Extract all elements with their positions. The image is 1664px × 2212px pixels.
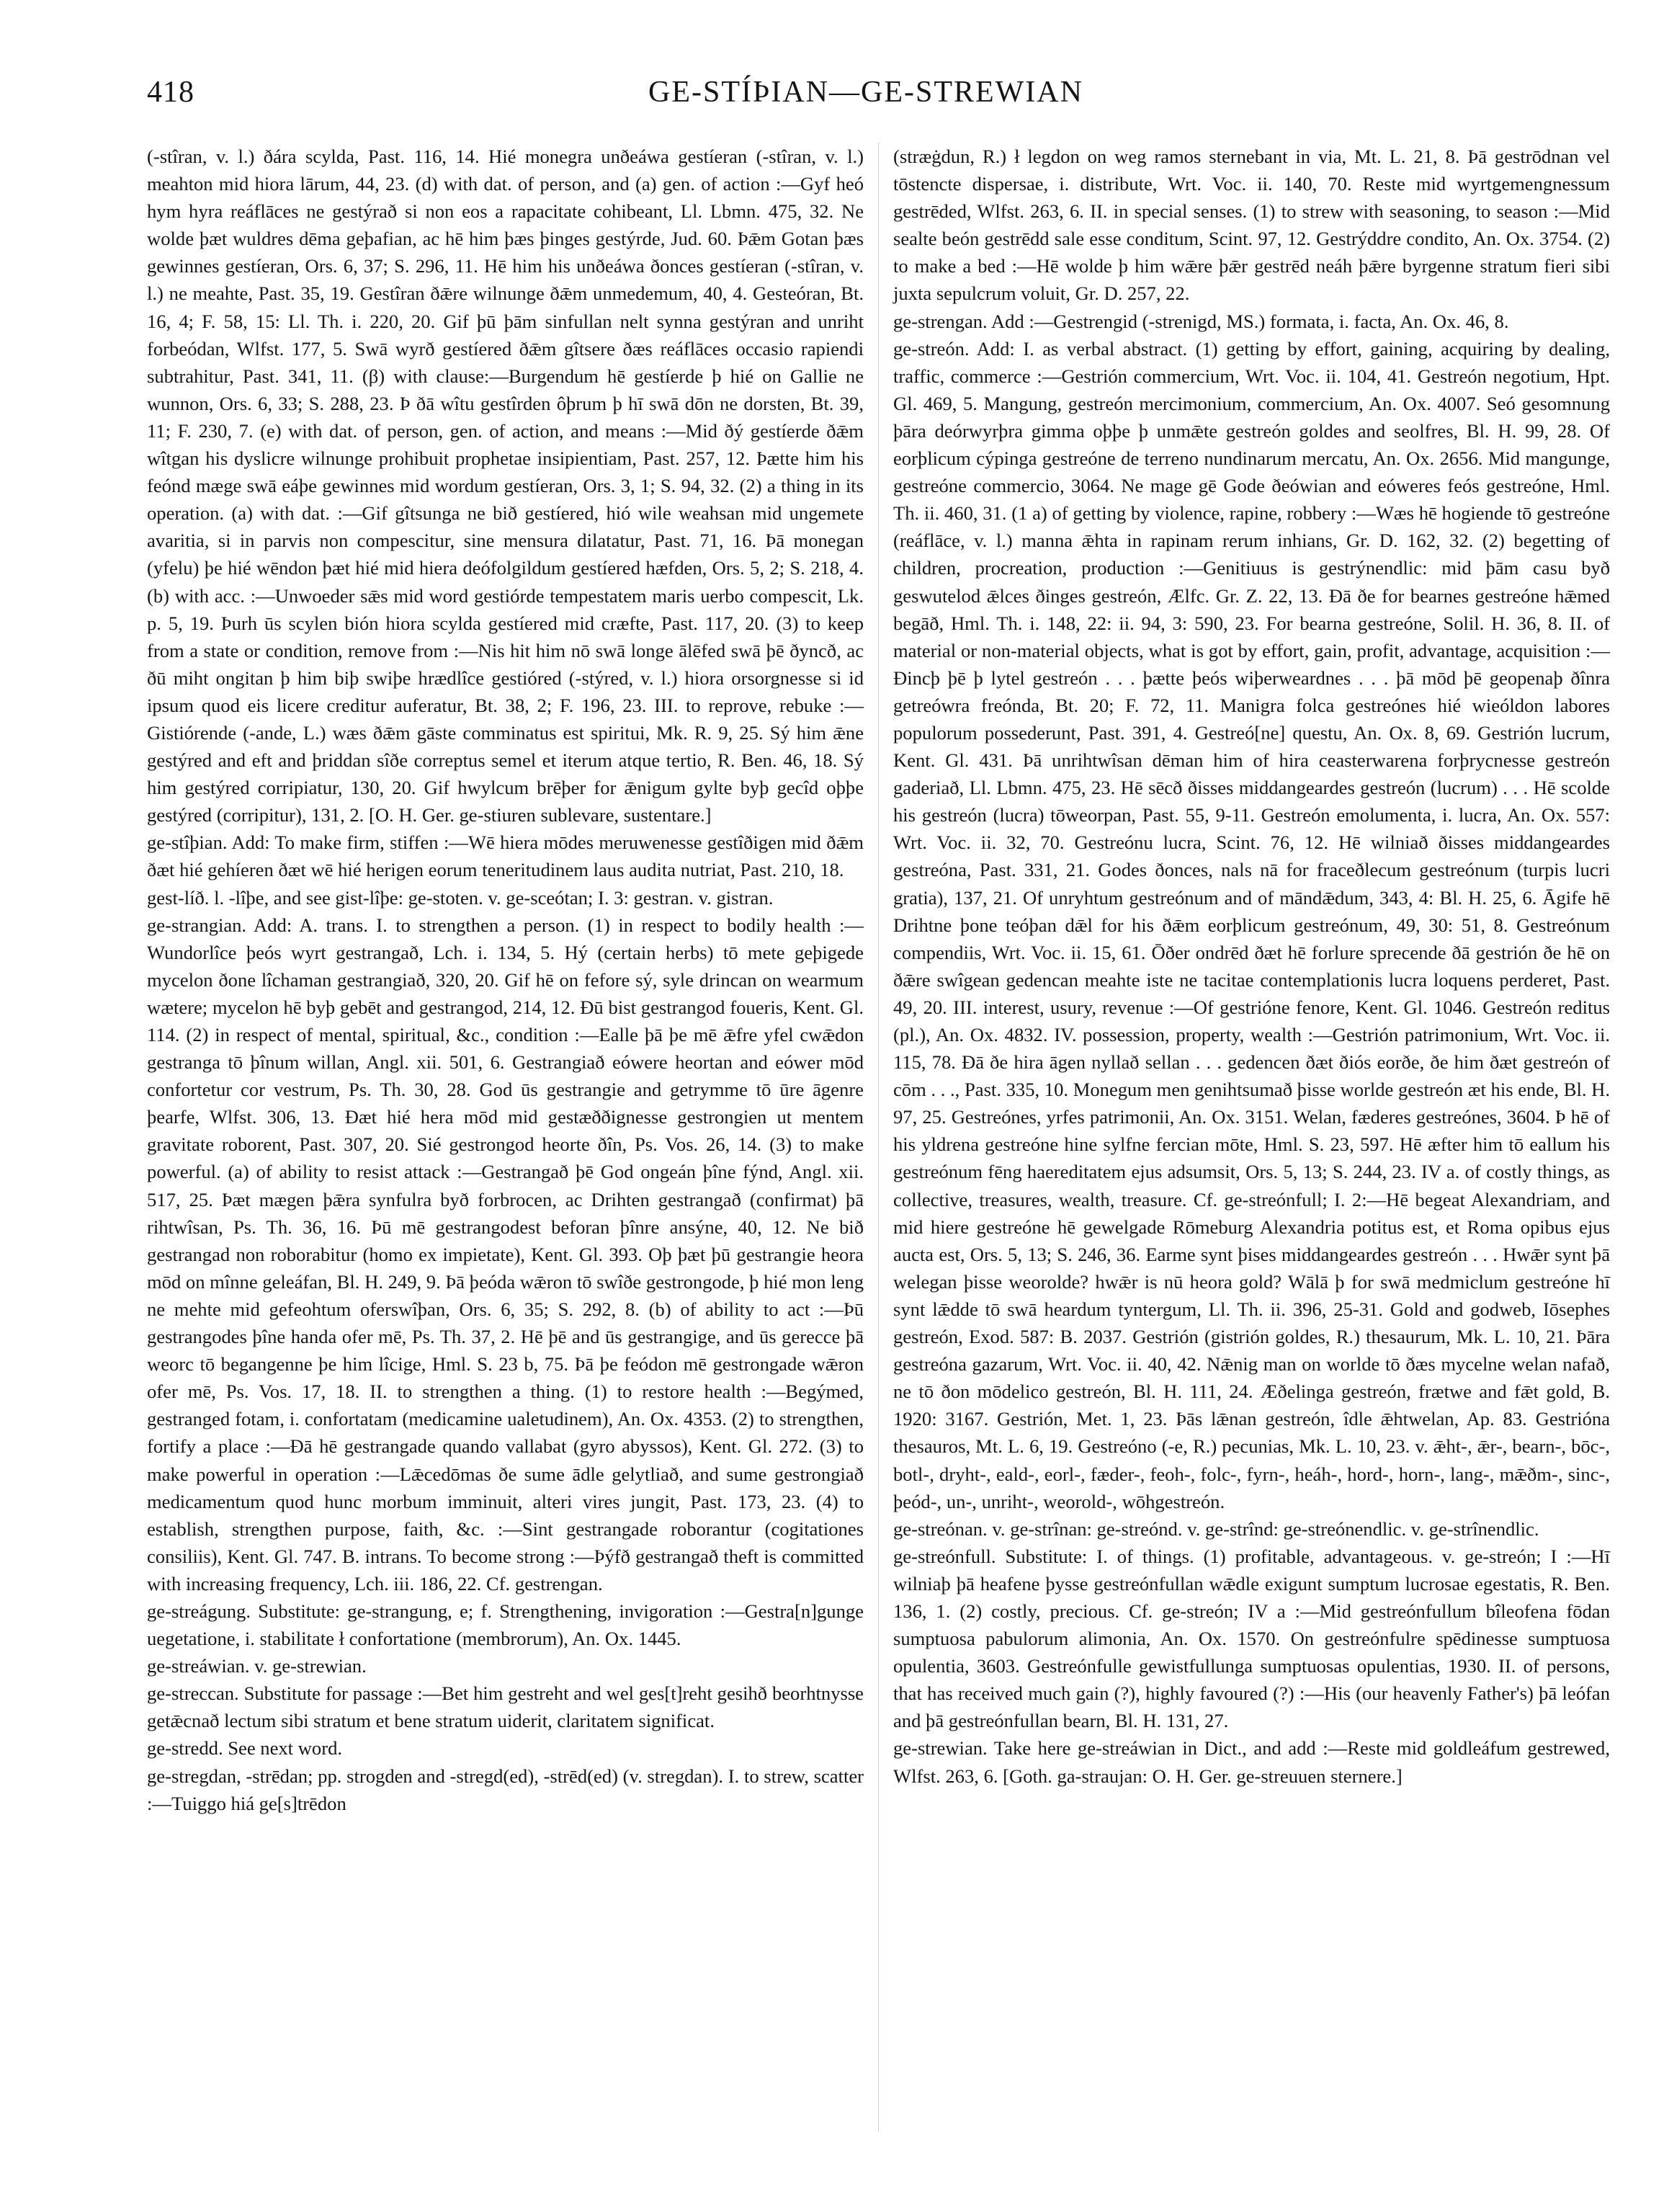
page-number: 418 bbox=[147, 76, 194, 109]
entry-gest-lid: gest-líð. l. -lîþe, and see gist-lîþe: ge-stoten. v. ge-sceótan; I. 3: gestran. v. gistran. bbox=[147, 886, 774, 909]
left-column bbox=[147, 143, 864, 1817]
page-header bbox=[147, 69, 1585, 115]
entry-ge-strengan: ge-strengan. Add :—Gestrengid (-strenigd, MS.) formata, i. facta, An. Ox. 46, 8. bbox=[893, 310, 1509, 332]
entry-ge-streonan: ge-streónan. v. ge-strînan: ge-streónd. v. ge-strînd: ge-streónendlic. v. ge-strînendlic. bbox=[893, 1517, 1539, 1540]
entry-ge-streonfull: ge-streónfull. Substitute: I. of things. (1) profitable, advantageous. v. ge-streón; I :—Hī wilniaþ þā heafene þysse gestreónfullan wǣdle exigunt sumptum lucrosae egestatis, R. Ben. 136, 1. (2) costly, precious. Cf. ge-streón; IV a :—Mid gestreónfullum bîleofena fōdan sumptuosa pabulorum alimonia, An. Ox. 1570. On gestreónfulre spēdinesse sumptuosa opulentia, 3603. Gestreónfulle gewistfullunga sumptuosas opulentias, 1930. II. of persons, that has received much gain (?), highly favoured (?) :—His (our heavenly Father's) þā leófan and þā gestreónfullan bearn, Bl. H. 131, 27. bbox=[893, 1545, 1610, 1732]
entry-ge-streawian: ge-streáwian. v. ge-strewian. bbox=[147, 1655, 367, 1677]
running-title: GE-STÍÞIAN—GE-STREWIAN bbox=[648, 76, 1083, 109]
entry-ge-stieran-continued: (-stîran, v. l.) ðára scylda, Past. 116, 14. Hié monegra unðeáwa gestíeran (-stîran, v. l.) meahton mid hiora lārum, 44, 23. (d) with dat. of person, and (a) gen. of action :—Gyf heó hym hyra reáflāces ne gestýrað si non eos a rapacitate cohibeant, Ll. Lbmn. 475, 32. Ne wolde þæt wuldres dēma geþafian, ac hē him þæs þinges gestýrde, Jud. 60. Þǣm Gotan þæs gewinnes gestíeran, Ors. 6, 37; S. 296, 11. Hē him his unðeáwa ðonces gestíeran (-stîran, v. l.) ne meahte, Past. 35, 19. Gestîran ðǣre wilnunge ðǣm unmedemum, 40, 4. Gesteóran, Bt. 16, 4; F. 58, 15: Ll. Th. i. 220, 20. Gif þū þām sinfullan nelt synna gestýran and unriht forbeódan, Wlfst. 177, 5. Swā wyrð gestíered ðǣm gîtsere ðæs reáflāces occasio rapiendi subtrahitur, Past. 341, 11. (β) with clause:—Burgendum hē gestíerde þ hié on Gallie ne wunnon, Ors. 6, 33; S. 288, 23. Þ ðā wîtu gestîrden ôþrum þ hī swā dōn ne dorsten, Bt. 39, 11; F. 230, 7. (e) with dat. of person, gen. of action, and means :—Mid ðý gestíerde ðǣm wîtgan his dyslicre wilnunge prohibuit prophetae insipientiam, Past. 257, 12. Þætte him his feónd mæge swā eáþe gewinnes mid wordum gestíeran, Ors. 3, 1; S. 94, 32. (2) a thing in its operation. (a) with dat. :—Gif gîtsunga ne bið gestíered, hió wile weahsan mid ungemete avaritia, si in parvis non compescitur, sine mensura dilatatur, Past. 71, 16. Þā monegan (yfelu) þe hié wēndon þæt hié mid hiera deófolgildum gestíered hæfden, Ors. 5, 2; S. 218, 4. (b) with acc. :—Unwoeder sǣs mid word gestiórde tempestatem maris uerbo compescit, Lk. p. 5, 19. Þurh ūs scylen bión hiora scylda gestíered mid cræfte, Past. 117, 20. (3) to keep from a state or condition, remove from :—Nis hit him nō swā longe ālēfed swā þē ðyncð, ac ðū miht ongitan þ him biþ swiþe hrædlîce gestióred (-stýred, v. l.) hiora orsorgnesse si id ipsum quod eis licere creditur auferatur, Bt. 38, 2; F. 196, 23. III. to reprove, rebuke :—Gistiórende (-ande, L.) wæs ðǣm gāste comminatus est spiritui, Mk. R. 9, 25. Sý him ǣne gestýred and eft and þriddan sîðe correptus semel et iterum atque tertio, R. Ben. 46, 18. Sý him gestýred corripiatur, 130, 20. Gif hwylcum brēþer for ǣnigum gylte byþ gecîd oþþe gestýred (corripitur), 131, 2. [O. H. Ger. ge-stiuren sublevare, sustentare.] bbox=[147, 146, 864, 826]
entry-ge-stregdan-continued: (stræġdun, R.) ł legdon on weg ramos sternebant in via, Mt. L. 21, 8. Þā gestrōdnan vel tōstencte dispersae, i. distribute, Wrt. Voc. ii. 140, 70. Reste mid wyrtgemengnessum gestrēded, Wlfst. 263, 6. II. in special senses. (1) to strew with seasoning, to season :—Mid sealte beón gestrēdd sale esse conditum, Scint. 97, 12. Gestrýddre condito, An. Ox. 3754. (2) to make a bed :—Hē wolde þ him wǣre þǣr gestrēd neáh þǣre byrgenne stratum fieri sibi juxta sepulcrum voluit, Gr. D. 257, 22. bbox=[893, 146, 1610, 305]
entry-ge-streon: ge-streón. Add: I. as verbal abstract. (1) getting by effort, gaining, acquiring by dealing, traffic, commerce :—Gestrión commercium, Wrt. Voc. ii. 104, 41. Gestreón negotium, Hpt. Gl. 469, 5. Mangung, gestreón mercimonium, commercium, An. Ox. 4007. Seó gesomnung þāra deórwyrþra gimma oþþe þ unmǣte gestreón goldes and seolfres, Bl. H. 99, 28. Of eorþlicum cýpinga gestreóne de terreno nundinarum mercatu, An. Ox. 2656. Mid mangunge, gestreóne commercio, 3064. Ne mage gē Gode ðeówian and eóweres feós gestreóne, Hml. Th. ii. 460, 31. (1 a) of getting by violence, rapine, robbery :—Wæs hē hogiende tō gestreóne (reáflāce, v. l.) manna ǣhta in rapinam rerum inhians, Gr. D. 162, 32. (2) begetting of children, procreation, production :—Genitiuus is gestrýnendlic: mid þām casu byð geswutelod ǣlces ðinges gestreón, Ælfc. Gr. Z. 22, 13. Ðā ðe for bearnes gestreóne hǣmed begāð, Hml. Th. i. 148, 22: ii. 94, 3: 590, 23. For bearna gestreóne, Solil. H. 36, 8. II. of material or non-material objects, what is got by effort, gain, profit, advantage, acquisition :—Ðincþ þē þ lytel gestreón . . . þætte þeós wiþerweardnes . . . þā mōd þē geopenaþ ðînra getreówra freónda, Bt. 20; F. 72, 11. Manigra folca gestreónes hié wieóldon labores populorum possederunt, Past. 391, 4. Gestreó[ne] questu, An. Ox. 8, 69. Gestrión lucrum, Kent. Gl. 431. Þā unrihtwîsan dēman him of hira ceasterwarena forþrycnesse gestreón gaderiað, Ll. Lbmn. 475, 23. Hē sēcð ðisses middangeardes gestreón (lucrum) . . . Hē scolde his gestreón (lucra) tōweorpan, Past. 55, 9-11. Gestreón emolumenta, i. lucra, An. Ox. 557: Wrt. Voc. ii. 32, 70. Gestreónu lucra, Scint. 76, 12. Hē wilniað ðisses middangeardes gestreóna, Past. 331, 21. Godes ðonces, nals nā for fraceðlecum gestreónum (turpis lucri gratia), 137, 21. Of unryhtum gestreónum and of māndǣdum, 343, 4: Bl. H. 25, 6. Āgife hē Drihtne þone teóþan dǣl for his ðǣm eorþlicum gestreónum, 49, 30: 51, 8. Gestreónum compendiis, Wrt. Voc. ii. 15, 61. Ōðer ondrēd ðæt hē forlure sprecende ðā gestrión ðe hē on ðǣre swîgean gedencan meahte iste ne tacitae contemplationis lucra loquens perderet, Past. 49, 20. III. interest, usury, revenue :—Of gestrióne fenore, Kent. Gl. 1046. Gestreón reditus (pl.), An. Ox. 4832. IV. possession, property, wealth :—Gestrión patrimonium, Wrt. Voc. ii. 115, 78. Ðā ðe hira āgen nyllað sellan . . . gedencen ðæt ðiós eorðe, ðe him ðæt gestreón of cōm . . ., Past. 335, 10. Monegum men genihtsumað þisse worlde gestreón æt his ende, Bl. H. 97, 25. Gestreónes, yrfes patrimonii, An. Ox. 3151. Welan, fæderes gestreónes, 3604. Þ hē of his yldrena gestreóne hine sylfne fercian mōte, Hml. S. 23, 597. Hē æfter him tō eallum his gestreónum fēng haereditatem ejus adsumsit, Ors. 5, 13; S. 244, 23. IV a. of costly things, as collective, treasures, wealth, treasure. Cf. ge-streónfull; I. 2:—Hē begeat Alexandriam, and mid hiere gestreóne hē gewelgade Rōmeburg Alexandria potitus est, et Roma opibus ejus aucta est, Ors. 5, 13; S. 246, 36. Earme synt þises middangeardes gestreón . . . Hwǣr synt þā welegan þisse weorolde? hwǣr is nū heora gold? Wālā þ for swā medmiclum gestreóne hī synt lǣdde tō swā heardum tyntergum, Ll. Th. ii. 396, 25-31. Gold and godweb, Iōsephes gestreón, Exod. 587: B. 2037. Gestrión (gistrión goldes, R.) thesaurum, Mk. L. 10, 21. Þāra gestreóna gazarum, Wrt. Voc. ii. 40, 42. Nǣnig man on worlde tō ðæs mycelne welan nafað, ne tō ðon mōdelico gestreón, Bl. H. 111, 24. Æðelinga gestreón, frætwe and fǣt gold, B. 1920: 3167. Gestrión, Met. 1, 23. Þās lǣnan gestreón, îdle ǣhtwelan, Ap. 83. Gestrióna thesauros, Mt. L. 6, 19. Gestreóno (-e, R.) pecunias, Mk. L. 10, 23. v. ǣht-, ǣr-, bearn-, bōc-, botl-, dryht-, eald-, eorl-, fæder-, feoh-, folc-, fyrn-, heáh-, hord-, horn-, lang-, mǣðm-, sinc-, þeód-, un-, unriht-, weorold-, wōhgestreón. bbox=[893, 337, 1610, 1512]
column-divider bbox=[878, 143, 879, 2131]
entry-ge-stithian: ge-stîþian. Add: To make firm, stiffen :—Wē hiera mōdes meruwenesse gestîðigen mid ðǣm ðæt hié gehíeren ðæt wē hié herigen eorum teneritudinem laus audita nutriat, Past. 210, 18. bbox=[147, 831, 864, 881]
entry-ge-streagung: ge-streágung. Substitute: ge-strangung, e; f. Strengthening, invigoration :—Gestra[n]gunge uegetatione, i. stabilitate ł confortatione (membrorum), An. Ox. 1445. bbox=[147, 1600, 864, 1650]
entry-ge-stregdan: ge-stregdan, -strēdan; pp. strogden and -stregd(ed), -strēd(ed) (v. stregdan). I. to strew, scatter :—Tuiggo hiá ge[s]trēdon bbox=[147, 1765, 864, 1814]
entry-ge-strewian: ge-strewian. Take here ge-streáwian in Dict., and add :—Reste mid goldleáfum gestrewed, Wlfst. 263, 6. [Goth. ga-straujan: O. H. Ger. ge-streuuen sternere.] bbox=[893, 1737, 1610, 1787]
entry-ge-strangian: ge-strangian. Add: A. trans. I. to strengthen a person. (1) in respect to bodily health :—Wundorlîce þeós wyrt gestrangað, Lch. i. 134, 5. Hý (certain herbs) tō mete geþigede mycelon ðone lîchaman gestrangiað, 320, 20. Gif hē on fefore sý, syle drincan on wearmum wætere; mycelon hē byþ gebēt and gestrangod, 214, 12. Ðū bist gestrangod foueris, Kent. Gl. 114. (2) in respect of mental, spiritual, &c., condition :—Ealle þā þe mē ǣfre yfel cwǣdon gestranga tō þînum willan, Angl. xii. 501, 6. Gestrangiað eówere heortan and eówer mōd confortetur cor vestrum, Ps. Th. 30, 28. God ūs gestrangie and getrymme tō ūre āgenre þearfe, Wlfst. 306, 13. Ðæt hié hera mōd mid gestæððignesse gestrongien ut mentem gravitate roborent, Past. 307, 20. Sié gestrongod heorte ðîn, Ps. Vos. 26, 14. (3) to make powerful. (a) of ability to resist attack :—Gestrangað þē God ongeán þîne fýnd, Angl. xii. 517, 25. Þæt mægen þǣra synfulra byð forbrocen, ac Drihten gestrangað (confirmat) þā rihtwîsan, Ps. Th. 36, 16. Þū mē gestrangodest beforan þînre ansýne, 40, 12. Ne bið gestrangad non roborabitur (homo ex impietate), Kent. Gl. 393. Oþ þæt þū gestrangie heora mōd on mînne geleáfan, Bl. H. 249, 9. Þā þeóda wǣron tō swîðe gestrongode, þ hié mon leng ne mehte mid gefeohtum oferswîþan, Ors. 6, 35; S. 292, 8. (b) of ability to act :—Þū gestrangodes þîne handa ofer mē, Ps. Th. 37, 2. Hē þē and ūs gestrangige, and ūs gerecce þā weorc tō begangenne þe him lîcige, Hml. S. 23 b, 75. Þā þe feódon mē gestrongade wǣron ofer mē, Ps. Vos. 17, 18. II. to strengthen a thing. (1) to restore health :—Begýmed, gestranged fotam, i. confortatam (medicamine ualetudinem), An. Ox. 4353. (2) to strengthen, fortify a place :—Ðā hē gestrangade quando vallabat (gyro abyssos), Kent. Gl. 272. (3) to make powerful in operation :—Lǣcedōmas ðe sume ādle gelytliað, and sume gestrongiað medicamentum quod hunc morbum imminuit, alteri vires jungit, Past. 173, 23. (4) to establish, strengthen purpose, faith, &c. :—Sint gestrangade roborantur (cogitationes consiliis), Kent. Gl. 747. B. intrans. To become strong :—Þýfð gestrangað theft is committed with increasing frequency, Lch. iii. 186, 22. Cf. gestrengan. bbox=[147, 914, 864, 1595]
entry-ge-streccan: ge-streccan. Substitute for passage :—Bet him gestreht and wel ges[t]reht gesihð beorhtnysse getǣcnað lectum sibi stratum et bene stratum uiderit, claritatem significat. bbox=[147, 1682, 864, 1732]
entry-ge-stredd: ge-stredd. See next word. bbox=[147, 1737, 343, 1760]
right-column bbox=[893, 143, 1610, 1790]
